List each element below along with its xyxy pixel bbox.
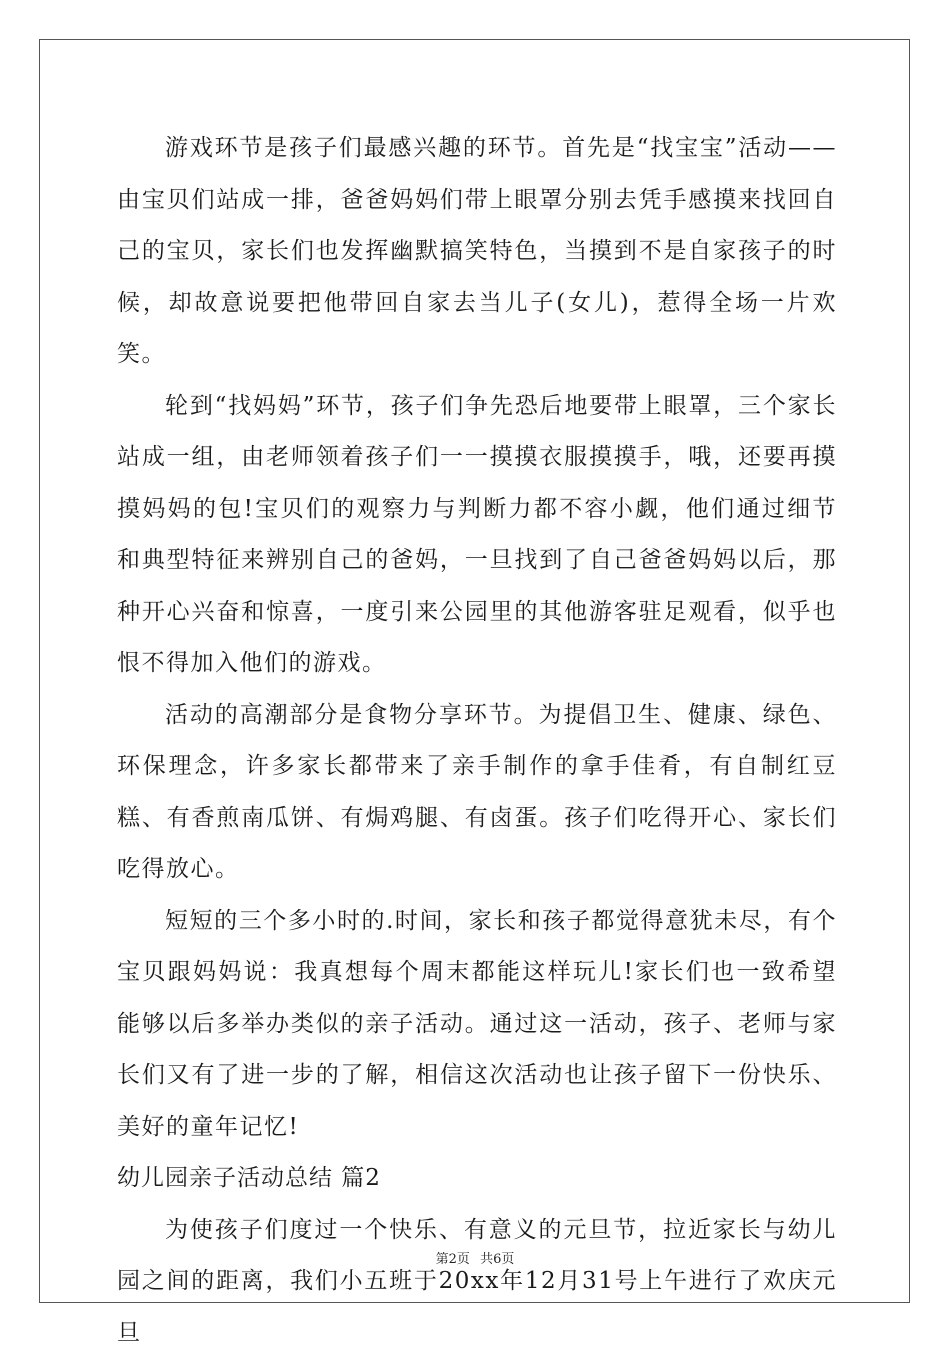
paragraph-food-sharing: 活动的高潮部分是食物分享环节。为提倡卫生、健康、绿色、环保理念，许多家长都带来了亲手制作的拿手佳肴，有自制红豆糕、有香煎南瓜饼、有焗鸡腿、有卤蛋。孩子们吃得开心、家长们吃得放心。 [117, 690, 837, 896]
document-body [117, 123, 837, 1359]
paragraph-new-year-intro: 为使孩子们度过一个快乐、有意义的元旦节，拉近家长与幼儿园之间的距离，我们小五班于20xx年12月31号上午进行了欢庆元旦 [117, 1205, 837, 1359]
paragraph-conclusion: 短短的三个多小时的.时间，家长和孩子都觉得意犹未尽，有个宝贝跟妈妈说：我真想每个周末都能这样玩儿!家长们也一致希望能够以后多举办类似的亲子活动。通过这一活动，孩子、老师与家长们又有了进一步的了解，相信这次活动也让孩子留下一份快乐、美好的童年记忆! [117, 896, 837, 1154]
paragraph-find-mom: 轮到“找妈妈”环节，孩子们争先恐后地要带上眼罩，三个家长站成一组，由老师领着孩子们一一摸摸衣服摸摸手，哦，还要再摸摸妈妈的包!宝贝们的观察力与判断力都不容小觑，他们通过细节和典型特征来辨别自己的爸妈，一旦找到了自己爸爸妈妈以后，那种开心兴奋和惊喜，一度引来公园里的其他游客驻足观看，似乎也恨不得加入他们的游戏。 [117, 381, 837, 690]
section-heading: 幼儿园亲子活动总结 篇2 [117, 1153, 837, 1205]
paragraph-game-section: 游戏环节是孩子们最感兴趣的环节。首先是“找宝宝”活动——由宝贝们站成一排，爸爸妈妈们带上眼罩分别去凭手感摸来找回自己的宝贝，家长们也发挥幽默搞笑特色，当摸到不是自家孩子的时候，却故意说要把他带回自家去当儿子(女儿)，惹得全场一片欢笑。 [117, 123, 837, 381]
page-footer [0, 1248, 950, 1267]
page-number-total: 共6页 [480, 1252, 514, 1267]
page-number-current: 第2页 [436, 1252, 470, 1267]
